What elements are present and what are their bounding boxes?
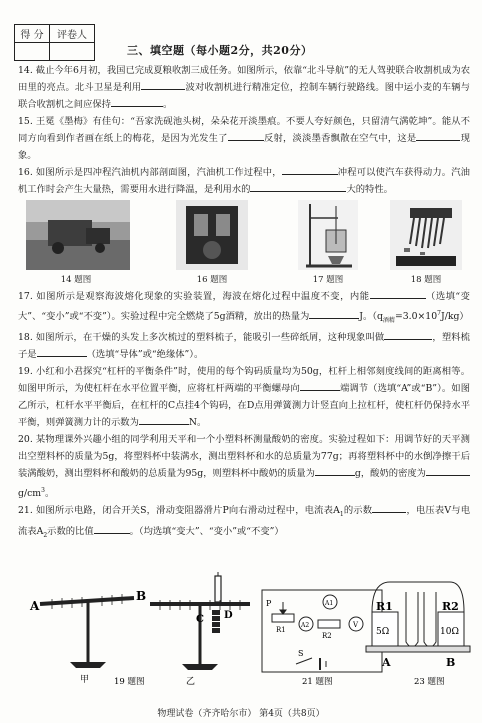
apparatus-label-a: A	[382, 656, 391, 669]
question-17: 17. 如图所示是观察海波熔化现象的实验装置，海波在熔化过程中温度不变，内能 （选填“变大”、“变小”或“不变”）。实验过程中完全燃烧了5g酒精，放出的热量为 J。$(q_{酒精}=3.0\times 10^7J/kg)$	[18, 288, 470, 329]
comb-photo	[390, 200, 462, 270]
circuit-label-s: S	[298, 649, 304, 658]
apparatus-label-r1: R1	[376, 600, 393, 613]
apparatus-label-b: B	[446, 656, 456, 669]
caption-18: 18 题图	[410, 275, 442, 285]
answer-blank[interactable]	[416, 130, 460, 141]
apparatus-label-r2: R2	[442, 600, 459, 613]
answer-blank[interactable]	[228, 130, 264, 141]
answer-blank[interactable]	[37, 346, 87, 357]
circuit-label-r1: R1	[276, 626, 286, 634]
circuit-label-a2: A2	[301, 622, 310, 629]
bottom-diagrams	[0, 572, 482, 700]
circuit-label-a1: A1	[325, 600, 334, 607]
apparatus-label-5ohm: 5Ω	[376, 627, 390, 637]
caption-16: 16 题图	[196, 275, 228, 285]
photo-figures	[18, 200, 470, 288]
engine-photo	[176, 200, 248, 270]
melting-apparatus-photo	[298, 200, 358, 270]
score-table	[14, 24, 95, 61]
apparatus-label-10ohm: 10Ω	[440, 627, 459, 637]
question-content	[18, 62, 470, 544]
lever-point-d: D	[224, 610, 233, 621]
answer-blank[interactable]	[282, 164, 338, 175]
lever-end-a: A	[30, 599, 40, 613]
page-footer: 物理试卷（齐齐哈尔市） 第4页（共8页）	[157, 709, 325, 719]
score-label: 得 分	[15, 25, 50, 43]
lever-label-yi: 乙	[186, 677, 196, 687]
lever-diagram-yi	[150, 572, 250, 687]
answer-blank[interactable]	[315, 465, 355, 476]
score-cell[interactable]	[15, 43, 50, 61]
harvester-photo	[26, 200, 130, 270]
grader-cell[interactable]	[50, 43, 95, 61]
question-15: 15. 王冕《墨梅》有佳句：“吾家洗砚池头树，朵朵花开淡墨痕。不要人夸好颜色，只留清气满乾坤”。能从不同方向看到作者画在纸上的梅花，是因为光发生了 反射，淡淡墨香飘散在空气中，这是 现象。	[18, 116, 470, 161]
answer-blank[interactable]	[94, 523, 130, 534]
answer-blank[interactable]	[111, 96, 163, 107]
lever-diagram-jia	[29, 589, 146, 685]
question-20: 20. 某物理课外兴趣小组的同学利用天平和一个小塑料杯测量酸奶的密度。实验过程如下：用调节好的天平测出空塑料杯的质量为5g，将塑料杯中装满水，测出塑料杯和水的总质量为77g；再将塑料杯中的水倒净擦干后装满酸奶，测出塑料杯和酸奶的总质量为95g，则塑料杯中酸奶的质量为 g，酸奶的密度为$g/cm^3$。	[18, 433, 470, 500]
caption-19: 19 题图	[114, 677, 145, 687]
answer-blank[interactable]	[372, 502, 406, 513]
question-21: 21. 如图所示电路，闭合开关S，滑动变阻器滑片P向右滑动过程中，电流表$A_1$的示数 ，电压表V与电流表$A_2$示数的比值 。（均选填“变大”、“变小”或“不变”）	[18, 502, 470, 544]
lever-point-c: C	[196, 614, 204, 625]
grader-label: 评卷人	[50, 25, 95, 43]
question-14: 14. 截止今年6月初，我国已完成夏粮收割三成任务。如图所示，依靠“北斗导航”的无人驾驶联合收割机成为农田里的亮点。北斗卫星是利用 波对收割机进行精准定位，控制车辆行驶路线。图中运小麦的车辆与联合收割机之间应保持 。	[18, 65, 470, 110]
question-16: 16. 如图所示是四冲程汽油机内部剖面图，汽油机工作过程中， 冲程可以使汽车获得动力。汽油机工作时会产生大量热，需要用水进行降温，是利用水的 大的特性。	[18, 164, 470, 198]
answer-blank[interactable]	[250, 181, 290, 192]
answer-blank[interactable]	[370, 288, 426, 299]
answer-blank[interactable]	[384, 329, 432, 340]
question-19: 19. 小红和小君探究“杠杆的平衡条件”时，使用的每个钩码质量均为50g，杠杆上相邻刻度线间的距离相等。如图甲所示，为使杠杆在水平位置平衡，应将杠杆两端的平衡螺母向 端调节（选填“A”或“B”）。如图乙所示，杠杆水平平衡后，在杠杆的C点挂4个钩码，在D点用弹簧测力计竖直向上拉杠杆，使杠杆仍保持水平平衡，则弹簧测力计的示数为 N。	[18, 365, 470, 428]
answer-blank[interactable]	[141, 79, 185, 90]
lever-label-jia: 甲	[80, 675, 90, 685]
caption-17: 17 题图	[312, 275, 344, 285]
circuit-label-v: V	[353, 621, 359, 629]
section-title: 三、填空题（每小题2分，共20分）	[127, 44, 313, 57]
answer-blank[interactable]	[300, 380, 340, 391]
circuit-label-r2: R2	[322, 632, 332, 640]
caption-23: 23 题图	[414, 677, 445, 687]
circuit-label-p: P	[266, 599, 272, 608]
caption-14: 14 题图	[60, 275, 92, 285]
question-18: 18. 如图所示，在干燥的头发上多次梳过的塑料梳子，能吸引一些碎纸屑，这种现象叫做 ，塑料梳子是 （选填“导体”或“绝缘体”）。	[18, 329, 470, 363]
answer-blank[interactable]	[290, 181, 346, 192]
lever-end-b: B	[136, 589, 147, 603]
answer-blank[interactable]	[309, 308, 359, 319]
answer-blank[interactable]	[426, 465, 470, 476]
answer-blank[interactable]	[139, 414, 189, 425]
caption-21: 21 题图	[302, 677, 333, 687]
